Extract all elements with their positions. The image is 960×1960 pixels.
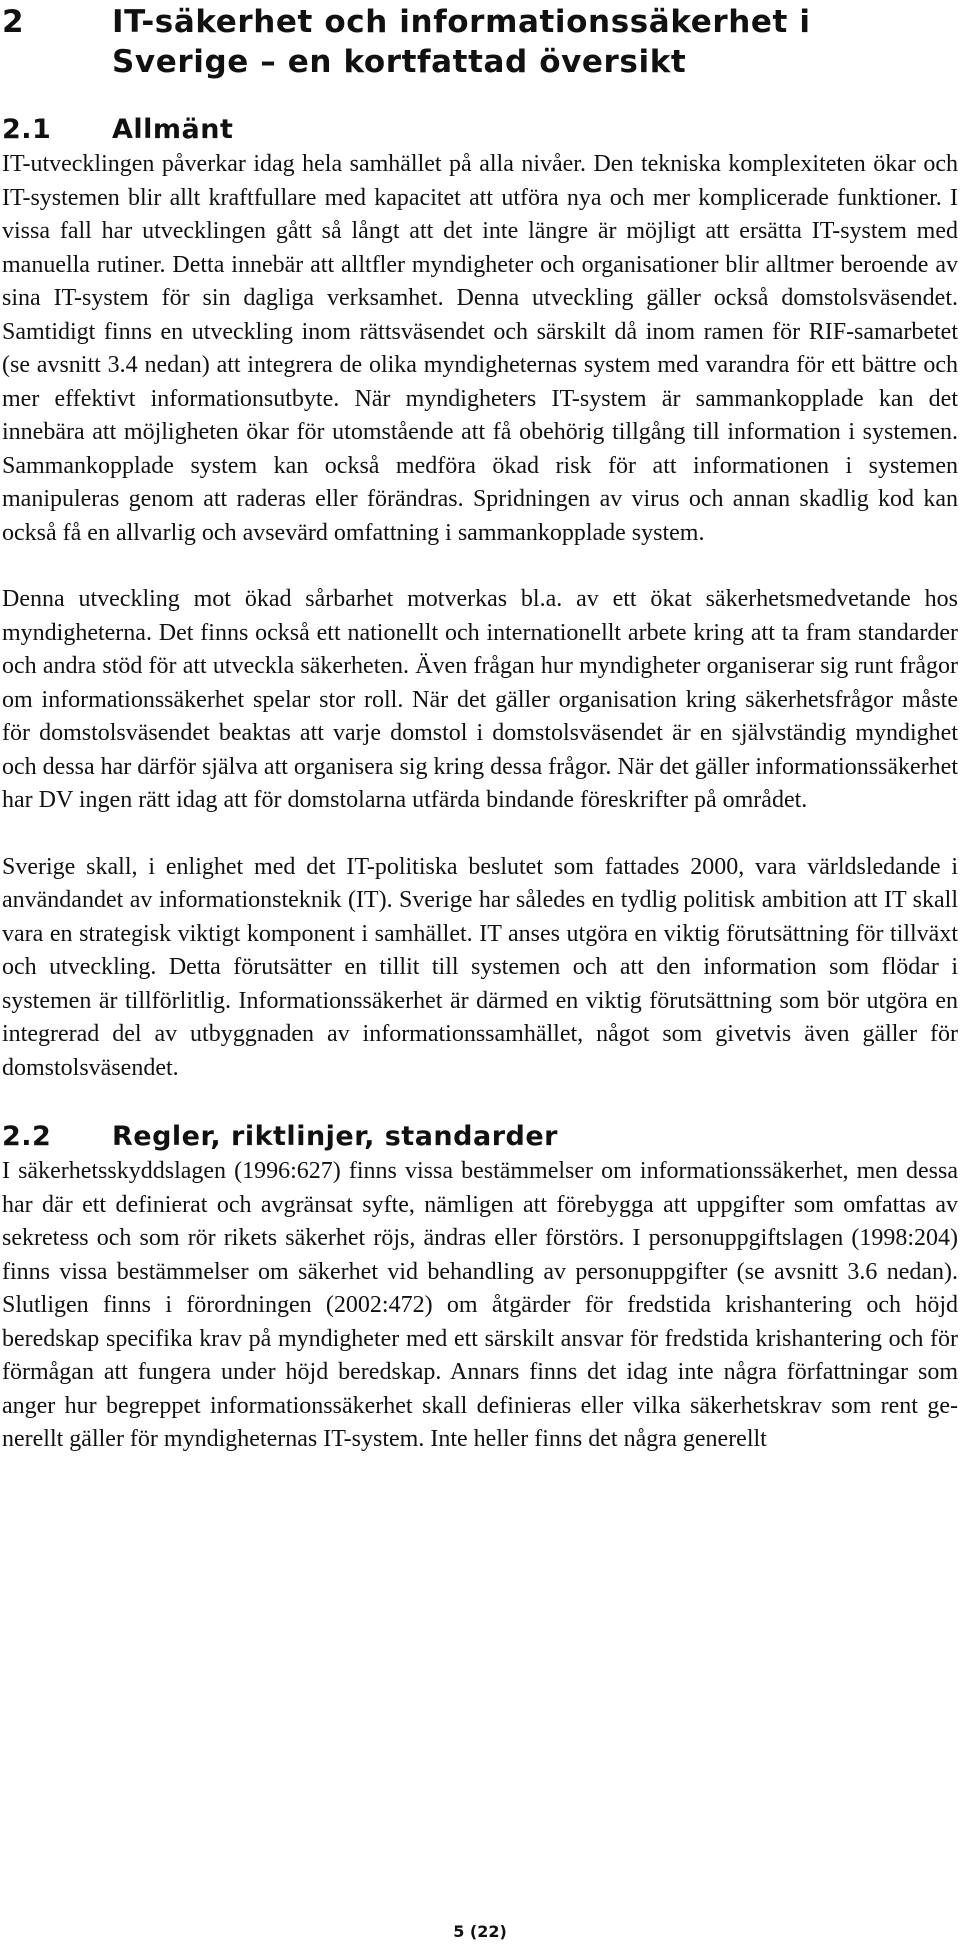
chapter-number: 2 (2, 4, 25, 40)
section-title: Regler, riktlinjer, standarder (112, 1121, 558, 1152)
page-number: 5 (22) (453, 1922, 507, 1941)
section-number: 2.2 (2, 1121, 52, 1152)
paragraph: IT-utvecklingen påverkar idag hela samhället på alla nivåer. Den tekniska komplexiteten ökar och IT-systemen blir allt kraftfullare med kapacitet att utföra nya och mer komplicerade funktioner. I vissa fall har utvecklingen gått så långt att det inte längre är möjligt att ersätta IT-system med manuella rutiner. Detta innebär att alltfler myndigheter och organisationer blir alltmer beroende av sina IT-system för sin dagliga verksamhet. Denna utveckling gäller också domstolsväsendet. Samtidigt finns en utveckling inom rättsväsendet och särskilt då inom ramen för RIF-samarbetet (se avsnitt 3.4 nedan) att integrera de olika myndigheternas system med varandra för ett bättre och mer effektivt informationsutbyte. När myndigheters IT-system är sammankopplade kan det innebära att möjligheten ökar för utomstående att få obehörig tillgång till information i systemen. Sammankopplade system kan också medföra ökad risk för att informationen i systemen manipuleras genom att raderas eller förändras. Spridningen av virus och annan skadlig kod kan också få en allvarlig och avsevärd omfattning i sammankopplade system. (2, 151, 958, 546)
paragraph: Denna utveckling mot ökad sårbarhet motverkas bl.a. av ett ökat säkerhetsmedvetande hos myndigheterna. Det finns också ett nationellt och internationellt arbete kring att ta fram standarder och andra stöd för att utveckla säkerheten. Även frågan hur myndigheter organiserar sig runt frågor om informationssäkerhet spelar stor roll. När det gäller organisation kring säkerhetsfrågor måste för domstolsväsendet beaktas att varje domstol i domstolsväsendet är en självständig myndighet och dessa har därför själva att organisera sig kring dessa frågor. När det gäller informationssäkerhet har DV ingen rätt idag att för domstolarna utfärda bindande föreskrifter på området. (2, 586, 958, 813)
section-title: Allmänt (112, 114, 234, 145)
section-number: 2.1 (2, 114, 52, 145)
chapter-heading (2, 2, 958, 82)
paragraph: Sverige skall, i enlighet med det IT-politiska beslutet som fattades 2000, vara världsledande i användandet av informationsteknik (IT). Sverige har således en tydlig politisk ambition att IT skall vara en strategisk viktigt komponent i samhället. IT anses utgöra en viktig förutsättning för tillväxt och utveckling. Detta förutsätter en tillit till systemen och att den information som flödar i systemen är tillförlitlig. Informationssäkerhet är därmed en viktig förutsättning som bör utgöra en integrerad del av utbyggnaden av informationssamhället, något som givetvis även gäller för domstolsväsendet. (2, 853, 958, 1081)
section-heading-allmant (2, 112, 958, 148)
section-heading-regler (2, 1119, 958, 1155)
chapter-title: IT-säkerhet och informationssäkerhet i Sverige – en kortfattad översikt (112, 4, 811, 80)
page-content (2, 0, 958, 1457)
paragraph: I säkerhetsskyddslagen (1996:627) finns vissa bestämmelser om informationssäkerhet, men dessa har där ett definierat och avgränsat syfte, nämligen att förebygga att uppgifter som omfattas av sekretess och som rör rikets säkerhet röjs, ändras eller förstörs. I personuppgiftslagen (1998:204) finns vissa bestämmelser om säkerhet vid behandling av personuppgifter (se avsnitt 3.6 nedan). Slutligen finns i förordningen (2002:472) om åtgärder för fredstida krishantering och höjd beredskap specifika krav på myndigheter med ett särskilt ansvar för fredstida krishantering och för förmågan att fungera under höjd beredskap. Annars finns det idag inte några författningar som anger hur begreppet informationssäkerhet skall definieras eller vilka säkerhetskrav som rent generellt gäller för myndigheternas IT-system. Inte heller finns det några generellt (2, 1158, 958, 1452)
